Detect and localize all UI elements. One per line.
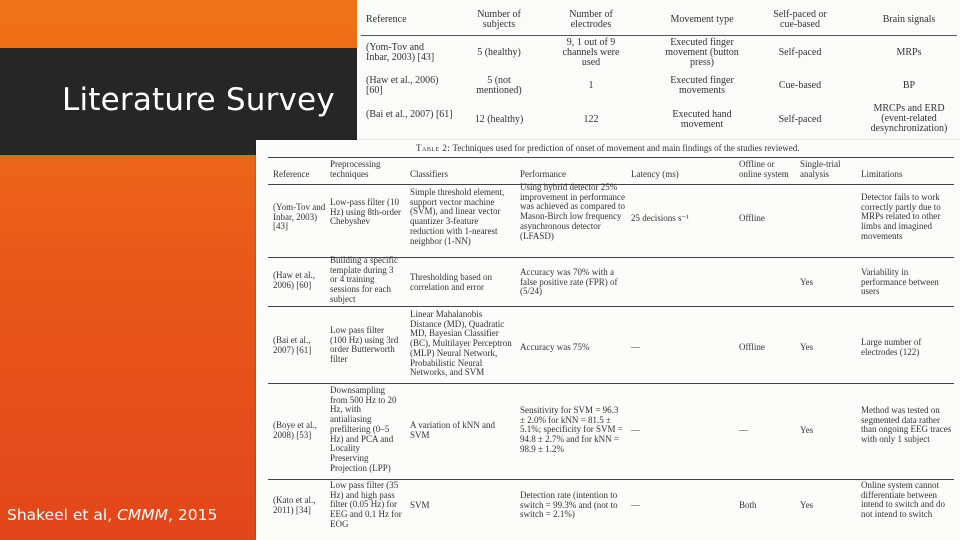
table1-header-electrodes: Number of electrodes [569,9,613,30]
table2-cell: Yes [800,425,814,435]
table2-cell: Simple threshold element, support vector machine (SVM), and linear vector quantizer 3-feature reduction with 1-nearest neighbor (1-NN) [410,187,505,246]
table2-cell: Linear Mahalanobis Distance (MD), Quadratic MD, Bayesian Classifier (BC), Multilayer Perceptron (MLP) Neural Network, Probabilistic Neural Networks, and SVM [410,309,512,378]
table2-cell: Offline [739,342,765,352]
table2-cell: Yes [800,342,814,352]
table2-cell: Low pass filter (100 Hz) using 3rd order Butterworth filter [330,325,399,365]
table1-cell: 9, 1 out of 9 channels were used [562,37,620,68]
table2-cell: — [631,342,640,352]
table2-cell: (Boye et al., 2008) [53] [273,420,317,440]
table2-cell: Accuracy was 75% [520,342,590,352]
table2-cell: (Haw et al., 2006) [60] [273,270,315,290]
table1-cell: Self-paced [778,114,822,125]
table2-cell: — [739,425,748,435]
table1-cell: (Haw et al., 2006) [60] [366,75,439,96]
table2-caption-label: Table 2: [416,143,451,153]
table1-header-signals: Brain signals [882,14,936,25]
table2-header-preprocessing: Preprocessing techniques [330,159,381,179]
slide-title: Literature Survey [62,82,335,118]
table1-cell: 1 [588,80,594,91]
table2-row-rule [268,306,954,307]
table1-cell: Executed finger movements [670,75,734,96]
table1-header-movement: Movement type [670,14,734,25]
table2-cell: Building a specific template during 3 or 4 training sessions for each subject [330,255,398,304]
table2-header-performance: Performance [520,169,566,179]
table2-cell: Online system cannot differentiate between intend to switch and do not intend to switch [861,480,945,520]
table1-header-reference: Reference [366,14,407,25]
table2-image [256,140,960,540]
table2-cell: Both [739,500,757,510]
table1-header-selfpaced: Self-paced or cue-based [773,9,827,30]
table2-cell: Large number of electrodes (122) [861,337,922,357]
table2-header-singletrial: Single-trial analysis [800,159,841,179]
table2-cell: 25 decisions s⁻¹ [631,213,689,223]
table2-top-rule [268,157,954,158]
table1-rule [361,35,957,36]
table2-cell: Downsampling from 500 Hz to 20 Hz, with antialiasing prefiltering (0–5 Hz) and PCA and Locality Preserving Projection (LPP) [330,385,397,473]
table2-header-reference: Reference [273,169,310,179]
table2-cell: Detection rate (intention to switch = 99.3% and (not to switch = 2.1%) [520,490,618,520]
table2-cell: Thresholding based on correlation and error [410,272,492,292]
table1-image [357,0,960,140]
table1-cell: 5 (healthy) [477,47,521,58]
table2-cell: — [631,500,640,510]
citation-prefix: Shakeel et al, [7,506,118,524]
table1-header-subjects: Number of subjects [477,9,521,30]
table2-cell: (Bai et al., 2007) [61] [273,335,312,355]
table2-cell: (Kato et al., 2011) [34] [273,495,316,515]
table2-cell: Yes [800,277,814,287]
table1-cell: BP [902,80,916,91]
table1-cell: MRPs [896,47,922,58]
citation-suffix: , 2015 [168,506,218,524]
table1-cell: Self-paced [778,47,822,58]
table1-cell: MRCPs and ERD (event-related desynchronization) [870,103,948,134]
table2-cell: Sensitivity for SVM = 96.3 ± 2.0% for kNN = 81.5 ± 5.1%; specificity for SVM = 94.8 ± 2.7% and for kNN = 98.9 ± 1.2% [520,405,623,454]
table2-cell: Detector fails to work correctly partly due to MRPs related to other limbs and imagined movements [861,192,941,241]
table2-cell: Yes [800,500,814,510]
table2-cell: Variability in performance between users [861,267,939,297]
table2-cell: SVM [410,500,430,510]
citation-journal: CMMM [117,506,169,524]
table1-cell: (Bai et al., 2007) [61] [366,109,453,120]
table2-header-classifiers: Classifiers [410,169,448,179]
table1-cell: 122 [583,114,599,125]
table2-header-limitations: Limitations [861,169,903,179]
table2-header-latency: Latency (ms) [631,169,679,179]
table2-row-rule [268,383,954,384]
table1-cell: 12 (healthy) [474,114,524,125]
table1-cell: Executed hand movement [672,109,732,130]
table2-header-offline: Offline or online system [739,159,789,179]
table1-cell: (Yom-Tov and Inbar, 2003) [43] [366,42,435,63]
table2-cell: Offline [739,213,765,223]
table2-cell: Accuracy was 70% with a false positive rate (FPR) of (5/24) [520,267,618,297]
table2-cell: Low-pass filter (10 Hz) using 8th-order Chebyshev [330,197,401,227]
table2-cell: Low pass filter (35 Hz) and high pass filter (0.05 Hz) for EEG and 0.1 Hz for EOG [330,480,402,529]
table2-cell: Using hybrid detector 25% improvement in performance was achieved as compared to Mason-Birch low frequency asynchronous detector (LFASD) [520,182,625,241]
table1-cell: Cue-based [778,80,822,91]
table2-cell: Method was tested on segmented data rather than ongoing EEG traces with only 1 subject [861,405,952,445]
citation [7,506,217,524]
table2-cell: A variation of kNN and SVM [410,420,495,440]
table1-cell: Executed finger movement (button press) [665,37,739,68]
table2-caption [416,144,956,154]
table2-cell: — [631,425,640,435]
table2-caption-text: Techniques used for prediction of onset of movement and main findings of the studies reviewed. [450,143,800,153]
table1-cell: 5 (not mentioned) [476,75,522,96]
table2-cell: (Yom-Tov and Inbar, 2003) [43] [273,202,326,232]
